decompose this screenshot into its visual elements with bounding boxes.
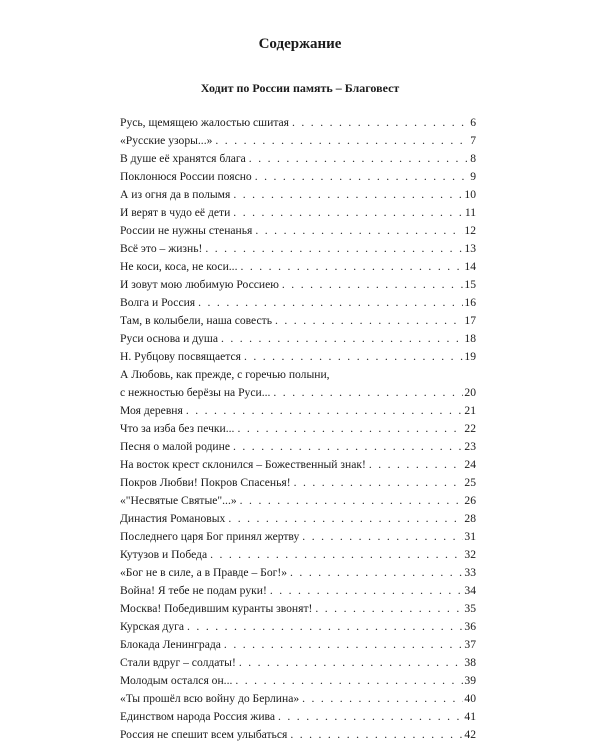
toc-entry-title: Россия не спешит всем улыбаться (120, 728, 288, 741)
toc-entry-title: Последнего царя Бог принял жертву (120, 530, 300, 543)
toc-entry-line (120, 168, 476, 186)
toc-entry (120, 114, 476, 132)
toc-entry (120, 492, 476, 510)
toc-entry-title: Н. Рубцову посвящается (120, 350, 241, 363)
toc-entry-line (120, 690, 476, 708)
dot-leader (240, 258, 463, 276)
toc-entry-title: Война! Я тебе не подам руки! (120, 584, 267, 597)
section-title: Ходит по России память – Благовест (200, 81, 400, 95)
toc-entry-title: Династия Романовых (120, 512, 226, 525)
toc-entry (120, 564, 476, 582)
dot-leader (278, 708, 463, 726)
toc-entry-page-number: 26 (464, 494, 476, 507)
toc-entry-page-number: 33 (464, 566, 476, 579)
toc-entry (120, 708, 476, 726)
toc-entry-page-number: 36 (464, 620, 476, 633)
toc-entry-line (120, 600, 476, 618)
toc-entry (120, 474, 476, 492)
toc-entry-line (120, 726, 476, 744)
toc-entry-line (120, 420, 476, 438)
toc-entry-page-number: 35 (464, 602, 476, 615)
toc-entry-line (120, 204, 476, 222)
dot-leader (249, 150, 469, 168)
toc-entry-title: Волга и Россия (120, 296, 196, 309)
toc-entry-line (120, 258, 476, 276)
toc-entry (120, 510, 476, 528)
toc-entry (120, 726, 476, 744)
toc-entry-page-number: 40 (464, 692, 476, 705)
toc-entry-page-number: 13 (464, 242, 476, 255)
toc-entry (120, 294, 476, 312)
toc-entry-page-number: 9 (470, 170, 476, 183)
dot-leader (290, 564, 463, 582)
toc-entry-title: с нежностью берёзы на Руси... (120, 386, 271, 399)
dot-leader (302, 690, 463, 708)
toc-entry-title: «Ты прошёл всю войну до Берлина» (120, 692, 300, 705)
toc-entry-title: На восток крест склонился – Божественный знак! (120, 458, 366, 471)
toc-entry (120, 348, 476, 366)
toc-entry-page-number: 21 (464, 404, 476, 417)
dot-leader (292, 114, 469, 132)
toc-entry-page-number: 28 (464, 512, 476, 525)
toc-entry (120, 528, 476, 546)
dot-leader (255, 222, 463, 240)
page-title: Содержание (258, 36, 342, 52)
toc-entry-title: Курская дуга (120, 620, 185, 633)
toc-entry-title: Песня о малой родине (120, 440, 230, 453)
toc-entry-title: «Русские узоры...» (120, 134, 213, 147)
toc-entry-page-number: 25 (464, 476, 476, 489)
toc-entry-page-number: 34 (464, 584, 476, 597)
toc-entry-line (120, 708, 476, 726)
dot-leader (210, 546, 463, 564)
toc-entry-page-number: 38 (464, 656, 476, 669)
toc-entry-title: Всё это – жизнь! (120, 242, 203, 255)
toc-entry-title: Москва! Победившим куранты звонят! (120, 602, 313, 615)
dot-leader (369, 456, 464, 474)
toc-entry-title: И зовут мою любимую Россиею (120, 278, 279, 291)
toc-entry-line (120, 474, 476, 492)
table-of-contents (120, 114, 476, 744)
dot-leader (315, 600, 463, 618)
toc-entry (120, 636, 476, 654)
dot-leader (239, 654, 464, 672)
toc-entry-page-number: 7 (470, 134, 476, 147)
toc-entry-line (120, 636, 476, 654)
toc-entry-title: И верят в чудо её дети (120, 206, 231, 219)
dot-leader (228, 510, 463, 528)
toc-entry-page-number: 16 (464, 296, 476, 309)
toc-entry-line (120, 582, 476, 600)
dot-leader (237, 420, 463, 438)
toc-entry-title: Руси основа и душа (120, 332, 218, 345)
toc-entry-page-number: 14 (464, 260, 476, 273)
toc-entry-line (120, 546, 476, 564)
toc-entry-line (120, 384, 476, 402)
dot-leader (215, 132, 469, 150)
dot-leader (235, 672, 463, 690)
toc-entry-line (120, 150, 476, 168)
toc-entry-title: А из огня да в полымя (120, 188, 231, 201)
dot-leader (224, 636, 463, 654)
toc-entry (120, 654, 476, 672)
dot-leader (302, 528, 463, 546)
toc-entry (120, 456, 476, 474)
toc-entry-page-number: 24 (464, 458, 476, 471)
toc-entry (120, 204, 476, 222)
toc-entry-title: Поклонюся России поясно (120, 170, 252, 183)
dot-leader (187, 618, 463, 636)
toc-entry-title: Не коси, коса, не коси... (120, 260, 238, 273)
toc-entry-title: Там, в колыбели, наша совесть (120, 314, 272, 327)
toc-entry-line (120, 348, 476, 366)
toc-entry-page-number: 10 (464, 188, 476, 201)
toc-entry-page-number: 41 (464, 710, 476, 723)
toc-entry-line (120, 456, 476, 474)
toc-entry-line (120, 564, 476, 582)
toc-entry (120, 186, 476, 204)
dot-leader (294, 474, 464, 492)
toc-entry-line (120, 312, 476, 330)
toc-entry-page-number: 31 (464, 530, 476, 543)
toc-entry-page-number: 42 (464, 728, 476, 741)
toc-entry-line (120, 654, 476, 672)
toc-entry-page-number: 37 (464, 638, 476, 651)
toc-entry-title: России не нужны стенанья (120, 224, 253, 237)
toc-entry (120, 276, 476, 294)
toc-entry-title: «"Несвятые Святые"...» (120, 494, 237, 507)
toc-entry-page-number: 11 (464, 206, 476, 219)
toc-entry-title: Молодым остался он... (120, 674, 233, 687)
dot-leader (270, 582, 464, 600)
toc-entry-page-number: 17 (464, 314, 476, 327)
toc-entry (120, 402, 476, 420)
dot-leader (273, 384, 463, 402)
toc-entry-page-number: 8 (470, 152, 476, 165)
dot-leader (255, 168, 469, 186)
toc-entry (120, 222, 476, 240)
toc-entry-page-number: 22 (464, 422, 476, 435)
toc-entry (120, 618, 476, 636)
toc-entry (120, 258, 476, 276)
toc-entry-title: Единством народа Россия жива (120, 710, 276, 723)
dot-leader (244, 348, 463, 366)
toc-entry (120, 600, 476, 618)
dot-leader (221, 330, 463, 348)
toc-entry-page-number: 20 (464, 386, 476, 399)
toc-entry (120, 330, 476, 348)
toc-entry-line (120, 294, 476, 312)
toc-entry (120, 168, 476, 186)
toc-entry-line (120, 438, 476, 456)
toc-entry (120, 672, 476, 690)
toc-entry-line (120, 186, 476, 204)
toc-entry-line (120, 276, 476, 294)
toc-entry (120, 690, 476, 708)
toc-entry-title: Стали вдруг – солдаты! (120, 656, 236, 669)
dot-leader (186, 402, 464, 420)
toc-entry-page-number: 6 (470, 116, 476, 129)
toc-entry-page-number: 19 (464, 350, 476, 363)
dot-leader (240, 492, 464, 510)
dot-leader (233, 204, 464, 222)
toc-entry-line (120, 222, 476, 240)
toc-entry (120, 312, 476, 330)
toc-entry-page-number: 23 (464, 440, 476, 453)
toc-entry (120, 546, 476, 564)
toc-entry-page-number: 32 (464, 548, 476, 561)
toc-entry (120, 132, 476, 150)
dot-leader (205, 240, 463, 258)
toc-entry-line (120, 114, 476, 132)
toc-entry-line (120, 528, 476, 546)
toc-entry (120, 150, 476, 168)
toc-entry-line (120, 330, 476, 348)
toc-entry-title: Блокада Ленинграда (120, 638, 221, 651)
toc-entry-title: Кутузов и Победа (120, 548, 208, 561)
toc-entry-line (120, 618, 476, 636)
dot-leader (282, 276, 464, 294)
toc-entry (120, 438, 476, 456)
toc-entry-line (120, 492, 476, 510)
toc-entry-line (120, 402, 476, 420)
toc-entry-first-line: А Любовь, как прежде, с горечью полыни, (120, 368, 330, 381)
dot-leader (275, 312, 463, 330)
toc-entry-title: В душе её хранятся блага (120, 152, 246, 165)
dot-leader (290, 726, 463, 744)
toc-entry-title: Моя деревня (120, 404, 183, 417)
toc-entry-page-number: 39 (464, 674, 476, 687)
toc-entry-page-number: 15 (464, 278, 476, 291)
toc-entry (120, 582, 476, 600)
toc-entry-line (120, 132, 476, 150)
toc-entry (120, 366, 476, 402)
toc-entry-line (120, 672, 476, 690)
toc-entry (120, 240, 476, 258)
toc-entry-page-number: 12 (464, 224, 476, 237)
toc-entry-title: Русь, щемящею жалостью сшитая (120, 116, 290, 129)
dot-leader (198, 294, 463, 312)
dot-leader (233, 438, 463, 456)
toc-entry-page-number: 18 (464, 332, 476, 345)
toc-entry-line (120, 240, 476, 258)
toc-entry-title: Покров Любви! Покров Спасенья! (120, 476, 291, 489)
dot-leader (233, 186, 463, 204)
toc-entry-line (120, 510, 476, 528)
toc-entry-title: «Бог не в силе, а в Правде – Бог!» (120, 566, 288, 579)
toc-entry (120, 420, 476, 438)
toc-entry-title: Что за изба без печки... (120, 422, 235, 435)
